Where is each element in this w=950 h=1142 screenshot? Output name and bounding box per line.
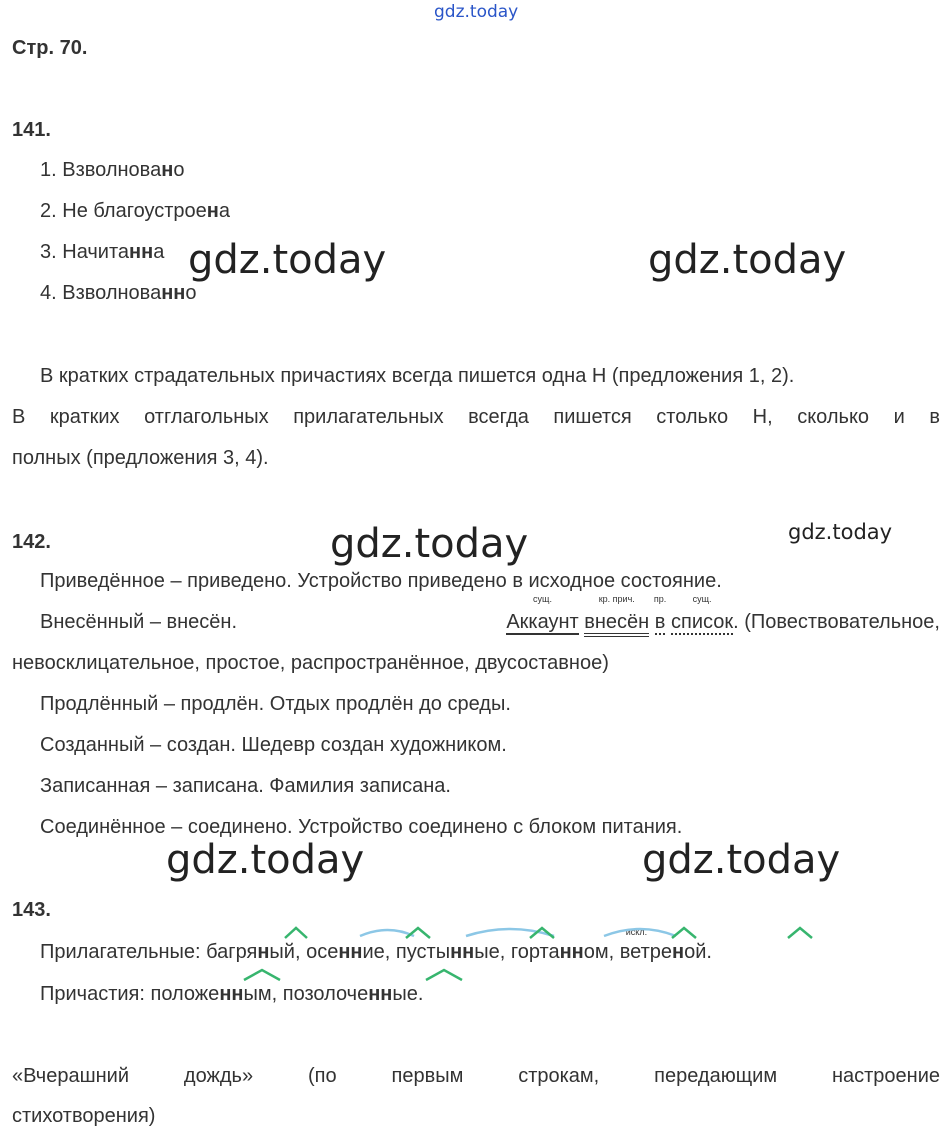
- exception-tag: искл.: [625, 927, 648, 937]
- morpheme-word: позолоченные: [282, 983, 418, 1005]
- watermark: gdz.today: [330, 521, 529, 567]
- answer-item: 2. Не благоустроена: [40, 200, 230, 222]
- participles-line: Причастия: положенным, позолоченные.: [40, 983, 424, 1005]
- watermark: gdz.today: [188, 237, 387, 283]
- final-answer: «Вчерашний дождь» (по первым строкам, передающим настроение: [12, 1065, 940, 1087]
- rule-text: полных (предложения 3, 4).: [12, 447, 269, 469]
- answer-item: 1. Взволновано: [40, 159, 185, 181]
- morpheme-word: багряный: [206, 941, 295, 963]
- suffix-mark: [285, 928, 307, 938]
- morpheme-word: пустынные: [395, 941, 500, 963]
- root-arc: [604, 929, 676, 936]
- rule-text: В кратких страдательных причастиях всегда пишется одна Н (предложения 1, 2).: [40, 365, 795, 387]
- morpheme-word: искл. ветреной: [619, 927, 707, 963]
- watermark: gdz.today: [648, 237, 847, 283]
- exercise-number: 141.: [12, 119, 51, 141]
- sentence-line: Записанная – записана. Фамилия записана.: [40, 775, 451, 797]
- sentence-line: невосклицательное, простое, распространённое, двусоставное): [12, 652, 609, 674]
- suffix-mark: [244, 970, 280, 980]
- predicate-word: кр. прич. внесён: [584, 611, 649, 637]
- watermark: gdz.today: [642, 837, 841, 883]
- sentence-prefix: Внесённый – внесён.: [40, 611, 238, 633]
- morpheme-word: гортанном: [510, 941, 609, 963]
- answer-item: 3. Начитанна: [40, 241, 165, 263]
- adverbial-word: пр. в: [653, 594, 667, 633]
- adverbial-word: сущ. список: [670, 594, 734, 633]
- adjectives-line: Прилагательные: багряный, осенние, пустынные, гортанном, искл. ветреной.: [40, 927, 712, 963]
- sentence-line: Созданный – создан. Шедевр создан художником.: [40, 734, 507, 756]
- suffix-mark: [788, 928, 812, 938]
- exercise-number: 142.: [12, 531, 51, 553]
- final-answer: стихотворения): [12, 1105, 156, 1127]
- root-arc: [360, 930, 414, 936]
- subject-word: сущ. Аккаунт: [506, 594, 579, 633]
- watermark: gdz.today: [788, 520, 893, 544]
- parsed-sentence: сущ. Аккаунт кр. прич. внесён пр. в сущ. список. (Повествовательное,: [506, 610, 940, 637]
- morpheme-word: положенным: [150, 983, 272, 1005]
- watermark-top: gdz.today: [434, 2, 519, 22]
- sentence-line: Продлённый – продлён. Отдых продлён до среды.: [40, 693, 511, 715]
- page-label: Стр. 70.: [12, 37, 88, 59]
- suffix-mark: [426, 970, 462, 980]
- suffix-mark: [672, 928, 696, 938]
- sentence-line: Соединённое – соединено. Устройство соединено с блоком питания.: [40, 816, 683, 838]
- rule-text: В кратких отглагольных прилагательных всегда пишется столько Н, сколько и в: [12, 406, 940, 428]
- answer-item: 4. Взволнованно: [40, 282, 197, 304]
- sentence-line: Приведённое – приведено. Устройство приведено в исходное состояние.: [40, 570, 722, 592]
- watermark: gdz.today: [166, 837, 365, 883]
- morpheme-word: осенние: [306, 941, 385, 963]
- exercise-number: 143.: [12, 899, 51, 921]
